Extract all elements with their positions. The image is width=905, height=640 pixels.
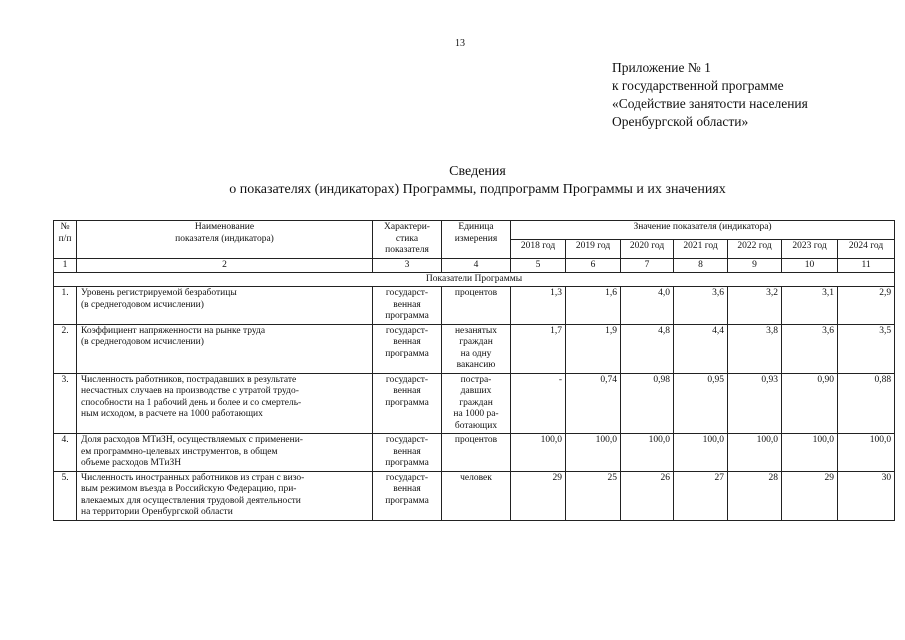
indicator-unit bbox=[442, 471, 511, 520]
indicator-name-line: Численность иностранных работников из стран с визо- bbox=[81, 472, 305, 483]
column-index-row bbox=[54, 258, 895, 272]
characteristic-line: венная bbox=[393, 386, 421, 396]
indicator-characteristic bbox=[373, 324, 442, 373]
indicator-characteristic bbox=[373, 471, 442, 520]
column-index: 11 bbox=[838, 258, 895, 272]
characteristic-line: государст- bbox=[385, 374, 429, 385]
indicator-value: 3,6 bbox=[782, 324, 838, 373]
characteristic-line: программа bbox=[385, 495, 429, 506]
characteristic-line: программа bbox=[385, 348, 429, 359]
characteristic-line: программа bbox=[385, 397, 429, 408]
row-number: 2. bbox=[54, 324, 77, 373]
header-text: измерения bbox=[454, 233, 498, 244]
page-number: 13 bbox=[455, 38, 465, 49]
header-text: показателя bbox=[385, 245, 429, 255]
indicator-characteristic bbox=[373, 373, 442, 434]
indicator-value: - bbox=[511, 373, 566, 434]
indicator-name-line: несчастных случаев на производстве с утратой трудо- bbox=[81, 386, 299, 396]
column-index: 5 bbox=[511, 258, 566, 272]
appendix-block bbox=[612, 59, 808, 131]
column-index: 9 bbox=[728, 258, 782, 272]
indicator-value: 1,6 bbox=[566, 287, 621, 325]
indicator-value: 3,8 bbox=[728, 324, 782, 373]
characteristic-line: государст- bbox=[385, 472, 429, 483]
header-text: стика bbox=[395, 233, 419, 244]
indicator-value: 29 bbox=[511, 471, 566, 520]
column-index: 3 bbox=[373, 258, 442, 272]
unit-line: процентов bbox=[454, 288, 498, 298]
indicator-value: 29 bbox=[782, 471, 838, 520]
indicator-name-line: Доля расходов МТиЗН, осуществляемых с применени- bbox=[81, 435, 303, 445]
unit-line: граждан bbox=[459, 337, 493, 347]
indicator-unit bbox=[442, 434, 511, 472]
header-year: 2021 год bbox=[674, 239, 728, 258]
header-unit bbox=[442, 221, 511, 259]
indicator-value: 25 bbox=[566, 471, 621, 520]
indicator-name-line: объеме расходов МТиЗН bbox=[81, 458, 182, 468]
header-characteristic bbox=[373, 221, 442, 259]
indicator-name-line: ем программно-целевых инструментов, в общем bbox=[81, 446, 278, 457]
row-number: 1. bbox=[54, 287, 77, 325]
header-text: п/п bbox=[58, 233, 72, 244]
column-index: 1 bbox=[54, 258, 77, 272]
unit-line: на 1000 ра- bbox=[453, 409, 499, 419]
indicator-value: 2,9 bbox=[838, 287, 895, 325]
table-row bbox=[54, 434, 895, 472]
title-line-2: о показателях (индикаторах) Программы, подпрограмм Программы и их значениях bbox=[229, 182, 726, 197]
header-name bbox=[77, 221, 373, 259]
indicator-value: 100,0 bbox=[838, 434, 895, 472]
appendix-line: Приложение № 1 bbox=[612, 60, 711, 75]
table-row bbox=[54, 287, 895, 325]
indicator-value: 3,6 bbox=[674, 287, 728, 325]
appendix-line: Оренбургской области» bbox=[612, 114, 749, 129]
document-title bbox=[50, 163, 905, 199]
characteristic-line: государст- bbox=[385, 325, 429, 336]
indicator-name-line: вым режимом въезда в Российскую Федерацию, при- bbox=[81, 484, 297, 494]
indicator-unit bbox=[442, 287, 511, 325]
indicator-value: 0,74 bbox=[566, 373, 621, 434]
header-text: показателя (индикатора) bbox=[175, 233, 274, 244]
indicator-value: 3,5 bbox=[838, 324, 895, 373]
header-year: 2022 год bbox=[728, 239, 782, 258]
indicator-name-line: Уровень регистрируемой безработицы bbox=[81, 288, 237, 298]
indicator-value: 1,3 bbox=[511, 287, 566, 325]
header-text: Характери- bbox=[384, 222, 430, 232]
indicator-value: 28 bbox=[728, 471, 782, 520]
characteristic-line: венная bbox=[393, 299, 421, 310]
unit-line: постра- bbox=[460, 374, 492, 385]
indicator-value: 0,95 bbox=[674, 373, 728, 434]
indicator-characteristic bbox=[373, 434, 442, 472]
header-year: 2020 год bbox=[621, 239, 674, 258]
column-index: 6 bbox=[566, 258, 621, 272]
indicator-value: 100,0 bbox=[728, 434, 782, 472]
unit-line: ботающих bbox=[454, 420, 498, 431]
unit-line: незанятых bbox=[454, 325, 498, 336]
indicator-value: 4,8 bbox=[621, 324, 674, 373]
characteristic-line: венная bbox=[393, 484, 421, 494]
indicator-unit bbox=[442, 373, 511, 434]
column-index: 8 bbox=[674, 258, 728, 272]
column-index: 2 bbox=[77, 258, 373, 272]
indicator-name bbox=[77, 373, 373, 434]
header-year: 2023 год bbox=[782, 239, 838, 258]
indicator-value: 0,88 bbox=[838, 373, 895, 434]
table-row bbox=[54, 373, 895, 434]
indicator-value: 26 bbox=[621, 471, 674, 520]
unit-line: граждан bbox=[459, 397, 493, 408]
section-title: Показатели Программы bbox=[54, 272, 895, 287]
column-index: 7 bbox=[621, 258, 674, 272]
indicator-value: 27 bbox=[674, 471, 728, 520]
characteristic-line: венная bbox=[393, 446, 421, 457]
indicator-value: 3,1 bbox=[782, 287, 838, 325]
header-text: Наименование bbox=[194, 222, 255, 232]
row-number: 4. bbox=[54, 434, 77, 472]
characteristic-line: программа bbox=[385, 458, 429, 468]
header-text: Единица bbox=[458, 222, 494, 232]
unit-line: давших bbox=[460, 386, 492, 396]
unit-line: человек bbox=[460, 472, 492, 483]
indicator-name-line: (в среднегодовом исчислении) bbox=[81, 337, 204, 347]
indicator-name bbox=[77, 324, 373, 373]
indicator-value: 100,0 bbox=[511, 434, 566, 472]
indicator-value: 100,0 bbox=[674, 434, 728, 472]
indicator-name-line: способности на 1 рабочий день и более и со смертель- bbox=[81, 397, 302, 408]
header-year: 2018 год bbox=[511, 239, 566, 258]
indicator-name bbox=[77, 287, 373, 325]
unit-line: на одну bbox=[460, 348, 492, 359]
indicator-name bbox=[77, 434, 373, 472]
header-year: 2024 год bbox=[838, 239, 895, 258]
indicator-name-line: на территории Оренбургской области bbox=[81, 507, 233, 517]
header-text: № bbox=[60, 222, 70, 232]
indicator-value: 0,93 bbox=[728, 373, 782, 434]
indicator-name bbox=[77, 471, 373, 520]
row-number: 3. bbox=[54, 373, 77, 434]
indicator-unit bbox=[442, 324, 511, 373]
indicator-name-line: влекаемых для осуществления трудовой деятельности bbox=[81, 495, 301, 506]
header-year: 2019 год bbox=[566, 239, 621, 258]
appendix-line: к государственной программе bbox=[612, 78, 784, 93]
indicator-value: 1,9 bbox=[566, 324, 621, 373]
characteristic-line: венная bbox=[393, 337, 421, 347]
indicator-name-line: Коэффициент напряженности на рынке труда bbox=[81, 325, 266, 336]
indicator-name-line: Численность работников, пострадавших в результате bbox=[81, 374, 297, 385]
header-value-group: Значение показателя (индикатора) bbox=[511, 221, 895, 240]
table-body bbox=[54, 287, 895, 521]
table-row bbox=[54, 471, 895, 520]
header-num bbox=[54, 221, 77, 259]
characteristic-line: программа bbox=[385, 311, 429, 321]
characteristic-line: государст- bbox=[385, 288, 429, 298]
unit-line: вакансию bbox=[456, 360, 496, 370]
indicator-characteristic bbox=[373, 287, 442, 325]
indicators-table bbox=[53, 220, 895, 521]
column-index: 4 bbox=[442, 258, 511, 272]
appendix-line: «Содействие занятости населения bbox=[612, 96, 808, 111]
indicator-value: 4,0 bbox=[621, 287, 674, 325]
indicator-value: 100,0 bbox=[621, 434, 674, 472]
indicator-value: 0,98 bbox=[621, 373, 674, 434]
indicator-value: 4,4 bbox=[674, 324, 728, 373]
unit-line: процентов bbox=[454, 435, 498, 445]
characteristic-line: государст- bbox=[385, 435, 429, 445]
indicator-name-line: ным исходом, в расчете на 1000 работающих bbox=[81, 409, 263, 419]
section-row bbox=[54, 272, 895, 287]
indicator-name-line: (в среднегодовом исчислении) bbox=[81, 299, 204, 310]
indicator-value: 0,90 bbox=[782, 373, 838, 434]
indicator-value: 1,7 bbox=[511, 324, 566, 373]
column-index: 10 bbox=[782, 258, 838, 272]
indicator-value: 3,2 bbox=[728, 287, 782, 325]
row-number: 5. bbox=[54, 471, 77, 520]
title-line-1: Сведения bbox=[449, 164, 506, 179]
table-row bbox=[54, 324, 895, 373]
indicator-value: 30 bbox=[838, 471, 895, 520]
indicator-value: 100,0 bbox=[566, 434, 621, 472]
indicator-value: 100,0 bbox=[782, 434, 838, 472]
